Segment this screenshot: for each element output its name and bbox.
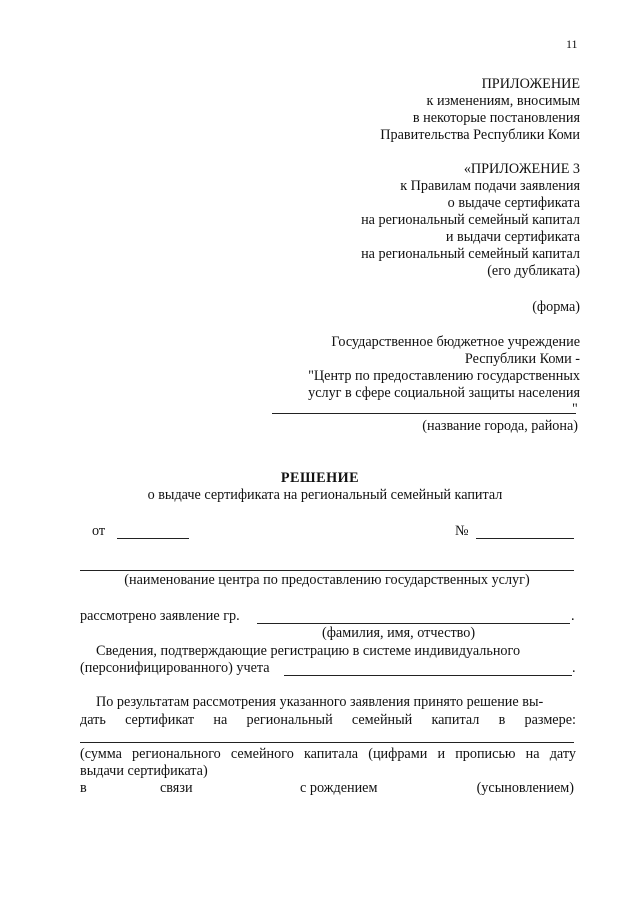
appendix-line: к изменениям, вносимым — [426, 93, 580, 109]
number-field-line[interactable] — [476, 538, 574, 539]
number-prefix: № — [455, 523, 469, 539]
appendix-line: ПРИЛОЖЕНИЕ — [481, 76, 580, 92]
result-word: на — [213, 712, 228, 728]
center-caption: (наименование центра по предоставлению государственных услуг) — [124, 572, 530, 588]
institution-line: услуг в сфере социальной защиты населения — [308, 385, 580, 401]
amount-caption-word: прописью — [455, 746, 516, 762]
appendix-line: в некоторые постановления — [412, 110, 580, 126]
amount-caption-line2: выдачи сертификата) — [80, 763, 208, 779]
result-word: размере: — [524, 712, 576, 728]
decision-subtitle: о выдаче сертификата на региональный семейный капитал — [147, 487, 503, 503]
amount-caption-word: дату — [549, 746, 576, 762]
last-line-word: в — [80, 780, 87, 796]
appendix3-line: на региональный семейный капитал — [361, 246, 580, 262]
date-prefix: от — [92, 523, 106, 539]
result-word: в — [498, 712, 506, 728]
applicant-name-field-line[interactable] — [257, 623, 570, 624]
appendix-header — [380, 76, 580, 144]
registration-line1: Сведения, подтверждающие регистрацию в системе индивидуального — [96, 643, 521, 659]
appendix3-line: на региональный семейный капитал — [361, 212, 580, 228]
appendix3-line: к Правилам подачи заявления — [400, 178, 580, 194]
institution-line: Республики Коми - — [464, 351, 580, 367]
closing-quote: " — [572, 401, 578, 417]
application-end: . — [571, 608, 575, 624]
registration-line2: (персонифицированного) учета — [80, 660, 270, 676]
appendix3-line: «ПРИЛОЖЕНИЕ 3 — [463, 161, 580, 177]
registration-end: . — [572, 660, 576, 676]
last-line-word: с рождением — [300, 780, 378, 796]
result-word: капитал — [431, 712, 480, 728]
city-caption: (название города, района) — [422, 418, 578, 434]
appendix3-line: о выдаче сертификата — [447, 195, 580, 211]
application-prefix: рассмотрено заявление гр. — [80, 608, 240, 624]
amount-field-line[interactable] — [80, 742, 574, 743]
date-field-line[interactable] — [117, 538, 189, 539]
institution-line: "Центр по предоставлению государственных — [308, 368, 580, 384]
result-word: сертификат — [125, 712, 195, 728]
amount-caption-word: (цифрами — [368, 746, 428, 762]
last-line-word: (усыновлением) — [476, 780, 574, 796]
form-label: (форма) — [532, 299, 580, 315]
institution-block — [308, 334, 580, 402]
appendix3-header — [361, 161, 580, 280]
result-line2 — [80, 712, 576, 729]
amount-caption-word: семейного — [230, 746, 294, 762]
city-field-line[interactable] — [272, 413, 576, 414]
decision-title: РЕШЕНИЕ — [280, 470, 360, 486]
registration-field-line[interactable] — [284, 675, 572, 676]
result-word: региональный — [246, 712, 333, 728]
result-line1: По результатам рассмотрения указанного заявления принято решение вы- — [96, 694, 544, 710]
result-word: дать — [80, 712, 106, 728]
amount-caption-word: (сумма — [80, 746, 122, 762]
appendix3-line: и выдачи сертификата — [445, 229, 580, 245]
amount-caption-word: и — [437, 746, 446, 762]
amount-caption-word: капитала — [303, 746, 359, 762]
amount-caption-word: на — [525, 746, 540, 762]
application-caption: (фамилия, имя, отчество) — [322, 625, 476, 641]
amount-caption-word: регионального — [132, 746, 221, 762]
last-line-word: связи — [160, 780, 193, 796]
appendix3-line: (его дубликата) — [487, 263, 580, 279]
result-word: семейный — [351, 712, 413, 728]
appendix-line: Правительства Республики Коми — [380, 127, 580, 143]
amount-caption-line1 — [80, 746, 576, 763]
center-name-field-line[interactable] — [80, 570, 574, 571]
page-number: 11 — [566, 37, 578, 51]
institution-line: Государственное бюджетное учреждение — [331, 334, 580, 350]
